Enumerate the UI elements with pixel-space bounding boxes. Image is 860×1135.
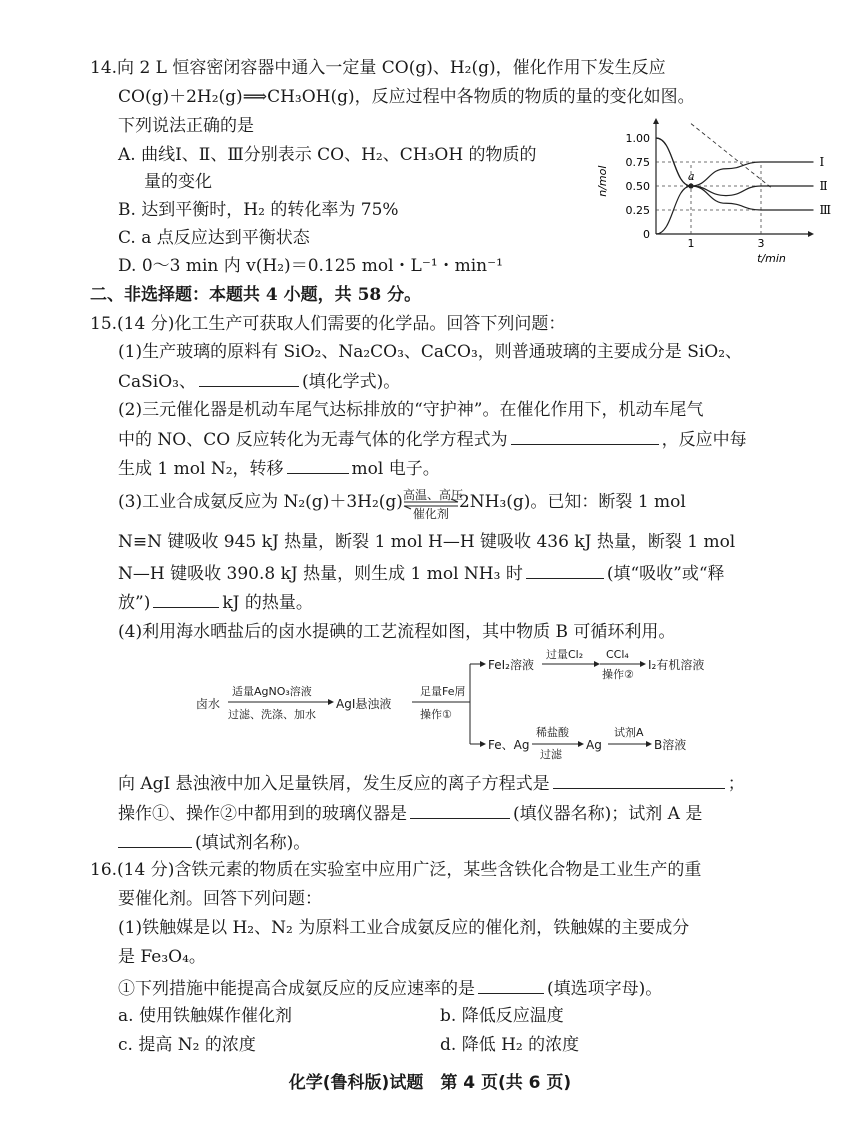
q15-part2-line3	[118, 455, 440, 481]
q15-part2-suffix2: mol 电子。	[351, 459, 440, 479]
q14-stem: 下列说法正确的是	[118, 116, 254, 136]
q15-part4-prefix3: 操作①、操作②中都用到的玻璃仪器是	[118, 804, 407, 824]
q14-line1: 14.向 2 L 恒容密闭容器中通入一定量 CO(g)、H₂(g)，催化作用下发生反应	[90, 58, 666, 78]
q15-part4-line2	[118, 770, 745, 796]
answer-blank[interactable]	[410, 800, 510, 819]
answer-blank[interactable]	[153, 589, 219, 608]
flow-arrowhead-down2-icon	[646, 741, 652, 747]
flow-arrowhead-down1-icon	[578, 741, 584, 747]
q16-option-a: a. 使用铁触媒作催化剂	[118, 1006, 292, 1026]
y-tick-label: 1.00	[625, 132, 650, 145]
q16-intro2: 要催化剂。回答下列问题：	[118, 889, 322, 909]
q15-part3-suffix3: (填“吸收”或“释	[606, 564, 725, 584]
q15-part3-line2: N≡N 键吸收 945 kJ 热量，断裂 1 mol H—H 键吸收 436 kJ 热量，断裂 1 mol	[118, 532, 736, 552]
answer-blank[interactable]	[199, 368, 299, 387]
y-tick-label: 0.75	[625, 156, 650, 169]
iodine-flow-diagram	[190, 650, 750, 762]
q14-option-b: B. 达到平衡时，H₂ 的转化率为 75%	[118, 200, 399, 220]
q16-subq1	[118, 975, 662, 1001]
y-tick-label: 0.50	[625, 180, 650, 193]
q15-part4-suffix: ；	[727, 774, 745, 794]
flow-down1: Fe、Ag	[488, 738, 530, 752]
series-curve-1	[656, 162, 814, 234]
flow-down2: Ag	[586, 738, 602, 752]
q15-part4-line3	[118, 800, 702, 826]
answer-blank[interactable]	[287, 455, 349, 474]
q16-intro1: 16.(14 分)含铁元素的物质在实验室中应用广泛，某些含铁化合物是工业生产的重	[90, 860, 702, 880]
y-axis-label: n/mol	[596, 165, 609, 197]
q15-intro: 15.(14 分)化工生产可获取人们需要的化学品。回答下列问题：	[90, 314, 566, 334]
flow-up1: FeI₂溶液	[488, 658, 534, 672]
q14-option-a-cont: 量的变化	[144, 172, 212, 192]
q15-part3-suffix4: kJ 的热量。	[222, 593, 313, 613]
q15-part3-line3	[118, 560, 725, 586]
q16-subq1-prefix: ①下列措施中能提高合成氨反应的反应速率的是	[118, 979, 475, 999]
q16-option-c: c. 提高 N₂ 的浓度	[118, 1035, 256, 1055]
flow-arrowhead-down-icon	[480, 741, 486, 747]
q15-part2-suffix: ，反应中每	[661, 430, 747, 450]
q15-part2-line2	[118, 426, 747, 452]
q14-chart	[596, 124, 832, 272]
q15-part1-line2	[118, 368, 400, 394]
flow-arrowhead-up-icon	[480, 661, 486, 667]
condition-bottom: 催化剂	[412, 507, 449, 521]
series-curve-3	[656, 138, 814, 210]
flow-down-end: B溶液	[654, 738, 687, 752]
flow-arrow2-bottom: 操作①	[420, 708, 452, 721]
x-tick-label: 3	[757, 237, 765, 250]
q14-line2: CO(g)＋2H₂(g)⟹CH₃OH(g)，反应过程中各物质的物质的量的变化如图。	[118, 87, 695, 107]
flow-down-arrow1-bottom: 过滤	[540, 748, 562, 761]
page-footer: 化学(鲁科版)试题 第 4 页(共 6 页)	[288, 1073, 572, 1093]
flow-up-end: I₂有机溶液	[648, 658, 705, 672]
flow-arrowhead-up1-icon	[594, 661, 600, 667]
q15-part3-line4	[118, 589, 313, 615]
flow-start: 卤水	[196, 697, 221, 711]
q16-part1-line1: (1)铁触媒是以 H₂、N₂ 为原料工业合成氨反应的催化剂，铁触媒的主要成分	[118, 918, 690, 938]
flow-arrow1-top: 适量AgNO₃溶液	[232, 685, 312, 698]
x-axis-label: t/min	[757, 252, 786, 265]
intersection-point	[688, 183, 693, 188]
q16-option-b: b. 降低反应温度	[440, 1006, 564, 1026]
flow-mid: AgI悬浊液	[336, 697, 392, 711]
q15-part1-line1: (1)生产玻璃的原料有 SiO₂、Na₂CO₃、CaCO₃，则普通玻璃的主要成分是 SiO₂、	[118, 342, 743, 362]
q15-part3-prefix3: N—H 键吸收 390.8 kJ 热量，则生成 1 mol NH₃ 时	[118, 564, 523, 584]
flow-down-arrow2-label: 试剂A	[614, 726, 644, 739]
y-tick-label: 0.25	[625, 204, 650, 217]
flow-arrowhead1-icon	[328, 699, 334, 705]
flow-down-arrow1-top: 稀盐酸	[536, 726, 569, 739]
q16-subq1-suffix: (填选项字母)。	[547, 979, 663, 999]
point-label-a: a	[688, 170, 695, 183]
section-heading: 二、非选择题：本题共 4 小题，共 58 分。	[90, 285, 422, 305]
q15-part1-suffix: (填化学式)。	[301, 372, 401, 392]
q15-part2-prefix: 中的 NO、CO 反应转化为无毒气体的化学方程式为	[118, 430, 508, 450]
q15-part4-suffix3: (填仪器名称)；试剂 A 是	[513, 804, 703, 824]
q15-part1-prefix: CaSiO₃、	[118, 372, 196, 392]
flow-up-arrow2-bottom: 操作②	[602, 668, 634, 681]
q15-part3-prefix: (3)工业合成氨反应为 N₂(g)＋3H₂(g)	[118, 492, 403, 512]
q15-part3-prefix4: 放”)	[118, 593, 151, 613]
series-label: Ⅲ	[819, 203, 832, 217]
q14-option-a: A. 曲线Ⅰ、Ⅱ、Ⅲ分别表示 CO、H₂、CH₃OH 的物质的	[118, 145, 537, 165]
y-axis-arrow-icon	[653, 118, 659, 124]
q14-option-c: C. a 点反应达到平衡状态	[118, 228, 310, 248]
answer-blank[interactable]	[478, 975, 544, 994]
q15-part2-line1: (2)三元催化器是机动车尾气达标排放的“守护神”。在催化作用下，机动车尾气	[118, 400, 704, 420]
q16-option-d: d. 降低 H₂ 的浓度	[440, 1035, 580, 1055]
q15-part2-prefix2: 生成 1 mol N₂，转移	[118, 459, 284, 479]
equilibrium-arrow	[402, 488, 463, 521]
q16-part1-line2: 是 Fe₃O₄。	[118, 947, 206, 967]
x-axis-arrow-icon	[808, 231, 814, 237]
flow-up-arrow2-top: CCl₄	[606, 648, 629, 661]
x-tick-label: 1	[687, 237, 695, 250]
q15-part4-line1: (4)利用海水晒盐后的卤水提碘的工艺流程如图，其中物质 B 可循环利用。	[118, 622, 676, 642]
q15-part3-suffix: 2NH₃(g)。已知：断裂 1 mol	[458, 492, 686, 512]
y-tick-label: 0	[643, 228, 650, 241]
answer-blank[interactable]	[526, 560, 604, 579]
q14-option-d: D. 0～3 min 内 v(H₂)＝0.125 mol・L⁻¹・min⁻¹	[118, 256, 503, 276]
series-curve-2	[656, 138, 814, 196]
flow-arrowhead-up2-icon	[640, 661, 646, 667]
dashed-reference-line	[691, 124, 772, 188]
answer-blank[interactable]	[511, 426, 659, 445]
answer-blank[interactable]	[553, 770, 725, 789]
q15-part3-line1	[118, 488, 686, 521]
flow-arrow1-bottom: 过滤、洗涤、加水	[228, 708, 316, 721]
series-label: Ⅱ	[819, 179, 828, 193]
answer-blank[interactable]	[118, 829, 192, 848]
q15-part4-line4	[118, 829, 310, 855]
flow-up-arrow1-label: 过量Cl₂	[546, 648, 584, 661]
flow-arrow2-top: 足量Fe屑	[420, 685, 466, 698]
q15-part4-prefix: 向 AgI 悬浊液中加入足量铁屑，发生反应的离子方程式是	[118, 774, 550, 794]
q15-part4-suffix4: (填试剂名称)。	[195, 833, 311, 853]
series-label: Ⅰ	[819, 155, 825, 169]
condition-top: 高温、高压	[402, 488, 463, 502]
